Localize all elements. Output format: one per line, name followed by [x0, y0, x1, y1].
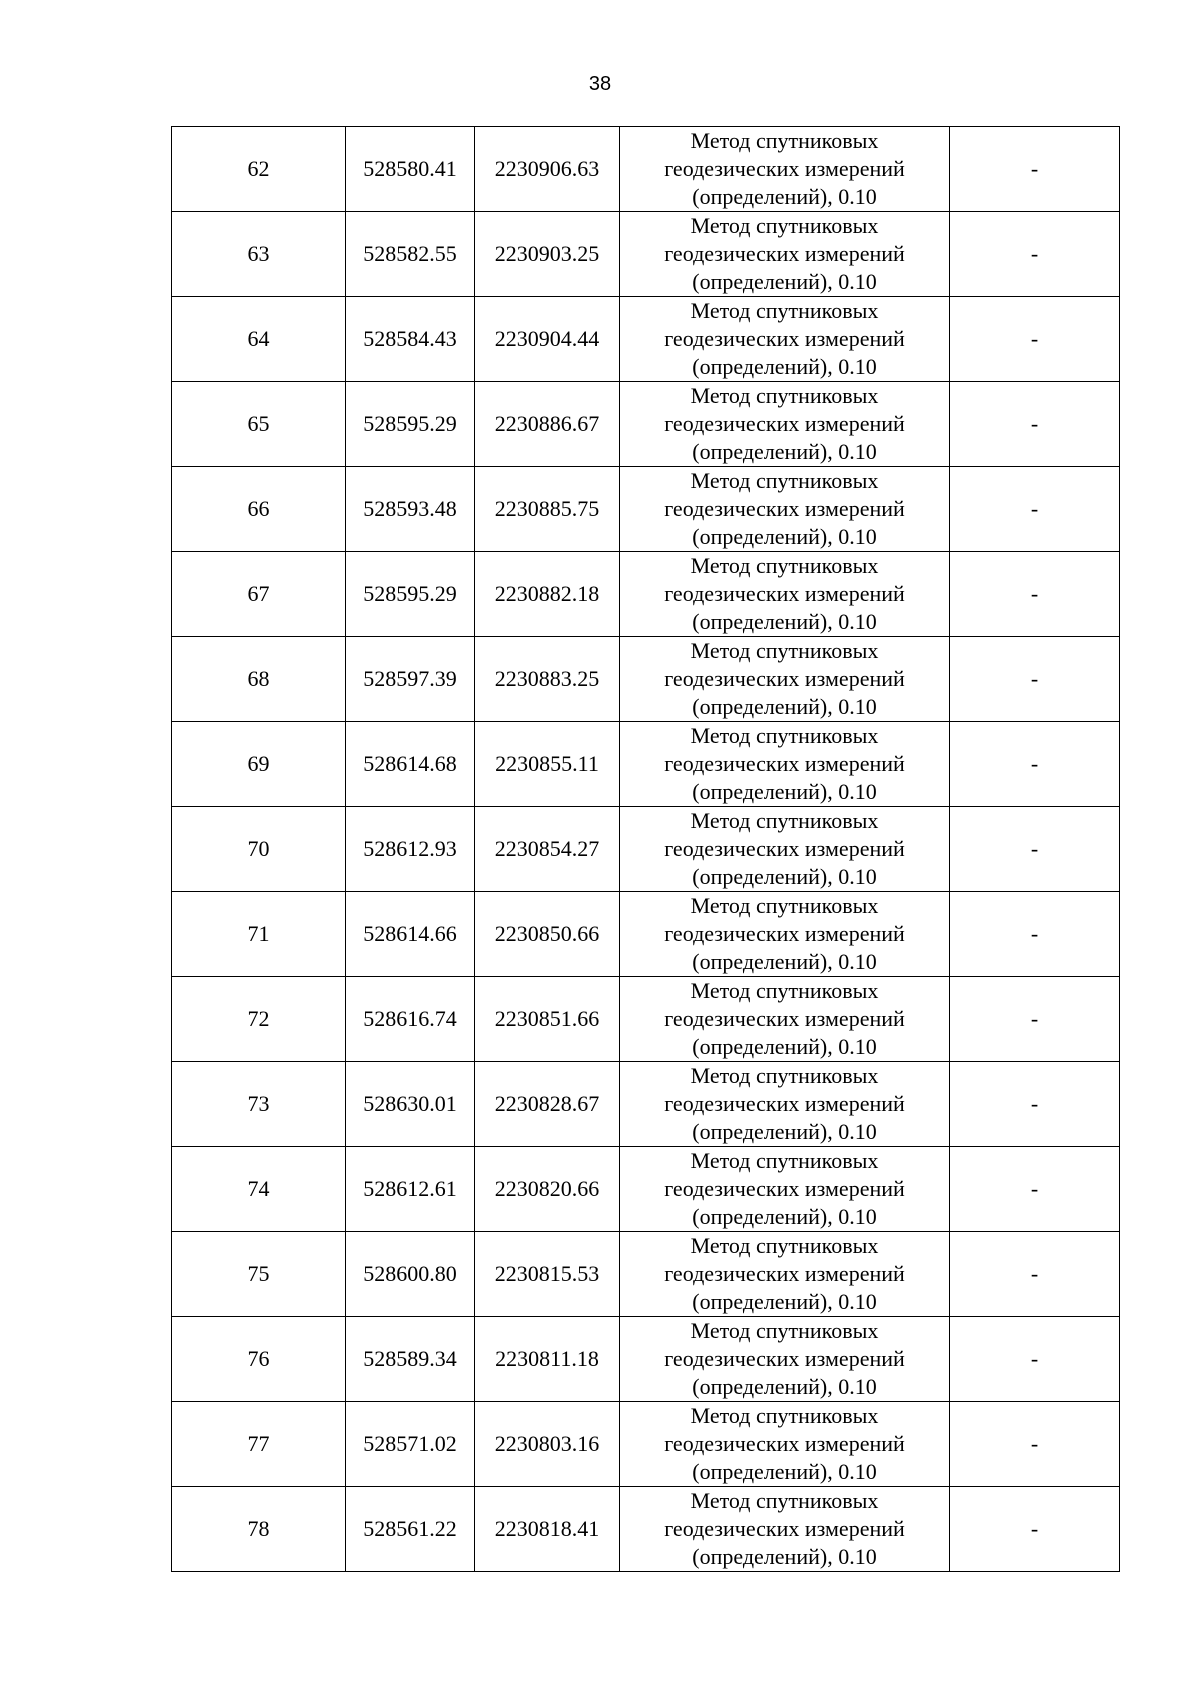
method-line-1: Метод спутниковых — [690, 1318, 879, 1343]
point-description: - — [1030, 156, 1039, 181]
y-coordinate: 2230882.18 — [494, 581, 600, 606]
method-cell — [620, 212, 950, 297]
point-number: 68 — [247, 666, 270, 691]
table-row — [172, 807, 1120, 892]
table-row — [172, 1147, 1120, 1232]
x-coordinate: 528612.93 — [363, 836, 457, 861]
method-line-1: Метод спутниковых — [690, 1148, 879, 1173]
point-number-cell — [172, 212, 346, 297]
y-coordinate: 2230904.44 — [494, 326, 600, 351]
y-coordinate-cell — [475, 722, 620, 807]
method-line-1: Метод спутниковых — [690, 383, 879, 408]
point-description: - — [1030, 666, 1039, 691]
y-coordinate-cell — [475, 1232, 620, 1317]
method-cell — [620, 1232, 950, 1317]
method-cell — [620, 552, 950, 637]
method-line-3: (определений), 0.10 — [692, 609, 877, 634]
y-coordinate: 2230811.18 — [495, 1346, 599, 1371]
method-line-1: Метод спутниковых — [690, 213, 879, 238]
y-coordinate-cell — [475, 552, 620, 637]
point-number-cell — [172, 637, 346, 722]
x-coordinate: 528630.01 — [363, 1091, 457, 1116]
table-row — [172, 297, 1120, 382]
method-line-2: геодезических измерений — [664, 326, 905, 351]
point-description: - — [1030, 326, 1039, 351]
point-description: - — [1030, 1006, 1039, 1031]
method-line-3: (определений), 0.10 — [692, 949, 877, 974]
point-description: - — [1030, 411, 1039, 436]
y-coordinate: 2230850.66 — [494, 921, 600, 946]
method-line-1: Метод спутниковых — [690, 723, 879, 748]
method-line-2: геодезических измерений — [664, 411, 905, 436]
method-line-1: Метод спутниковых — [690, 553, 879, 578]
method-line-2: геодезических измерений — [664, 1346, 905, 1371]
method-cell — [620, 1402, 950, 1487]
method-line-1: Метод спутниковых — [690, 893, 879, 918]
table-row — [172, 1487, 1120, 1572]
point-number: 78 — [247, 1516, 270, 1541]
point-description: - — [1030, 581, 1039, 606]
method-line-1: Метод спутниковых — [690, 1233, 879, 1258]
method-line-3: (определений), 0.10 — [692, 1374, 877, 1399]
description-cell — [950, 382, 1120, 467]
point-number: 76 — [247, 1346, 270, 1371]
point-number-cell — [172, 807, 346, 892]
point-number: 64 — [247, 326, 270, 351]
point-number: 75 — [247, 1261, 270, 1286]
table-row — [172, 467, 1120, 552]
method-line-2: геодезических измерений — [664, 1516, 905, 1541]
method-line-3: (определений), 0.10 — [692, 1034, 877, 1059]
x-coordinate-cell — [346, 127, 475, 212]
table-row — [172, 212, 1120, 297]
description-cell — [950, 1402, 1120, 1487]
method-line-2: геодезических измерений — [664, 666, 905, 691]
x-coordinate: 528616.74 — [363, 1006, 457, 1031]
x-coordinate: 528597.39 — [363, 666, 457, 691]
method-cell — [620, 722, 950, 807]
y-coordinate-cell — [475, 297, 620, 382]
table-row — [172, 977, 1120, 1062]
method-line-3: (определений), 0.10 — [692, 864, 877, 889]
y-coordinate: 2230883.25 — [494, 666, 600, 691]
x-coordinate: 528593.48 — [363, 496, 457, 521]
y-coordinate-cell — [475, 1402, 620, 1487]
method-line-3: (определений), 0.10 — [692, 184, 877, 209]
x-coordinate-cell — [346, 1147, 475, 1232]
method-cell — [620, 127, 950, 212]
method-line-2: геодезических измерений — [664, 1261, 905, 1286]
y-coordinate-cell — [475, 382, 620, 467]
method-line-2: геодезических измерений — [664, 751, 905, 776]
x-coordinate: 528571.02 — [363, 1431, 457, 1456]
y-coordinate: 2230855.11 — [495, 751, 599, 776]
description-cell — [950, 1062, 1120, 1147]
y-coordinate-cell — [475, 127, 620, 212]
table-row — [172, 1402, 1120, 1487]
point-description: - — [1030, 751, 1039, 776]
method-cell — [620, 1062, 950, 1147]
point-number-cell — [172, 1487, 346, 1572]
point-number: 66 — [247, 496, 270, 521]
y-coordinate: 2230903.25 — [494, 241, 600, 266]
method-line-3: (определений), 0.10 — [692, 269, 877, 294]
point-number-cell — [172, 722, 346, 807]
x-coordinate-cell — [346, 1062, 475, 1147]
method-line-3: (определений), 0.10 — [692, 779, 877, 804]
x-coordinate-cell — [346, 977, 475, 1062]
description-cell — [950, 637, 1120, 722]
method-line-1: Метод спутниковых — [690, 978, 879, 1003]
x-coordinate-cell — [346, 1317, 475, 1402]
method-line-2: геодезических измерений — [664, 156, 905, 181]
method-line-2: геодезических измерений — [664, 1091, 905, 1116]
x-coordinate-cell — [346, 807, 475, 892]
method-line-1: Метод спутниковых — [690, 128, 879, 153]
x-coordinate-cell — [346, 637, 475, 722]
y-coordinate-cell — [475, 1487, 620, 1572]
x-coordinate: 528614.68 — [363, 751, 457, 776]
x-coordinate: 528614.66 — [363, 921, 457, 946]
description-cell — [950, 892, 1120, 977]
y-coordinate: 2230885.75 — [494, 496, 600, 521]
description-cell — [950, 552, 1120, 637]
point-number-cell — [172, 1402, 346, 1487]
y-coordinate-cell — [475, 637, 620, 722]
y-coordinate-cell — [475, 1317, 620, 1402]
method-line-2: геодезических измерений — [664, 581, 905, 606]
description-cell — [950, 807, 1120, 892]
table-row — [172, 552, 1120, 637]
x-coordinate: 528595.29 — [363, 411, 457, 436]
table-row — [172, 637, 1120, 722]
x-coordinate: 528595.29 — [363, 581, 457, 606]
x-coordinate: 528600.80 — [363, 1261, 457, 1286]
y-coordinate: 2230886.67 — [494, 411, 600, 436]
point-description: - — [1030, 1261, 1039, 1286]
y-coordinate: 2230828.67 — [494, 1091, 600, 1116]
x-coordinate-cell — [346, 892, 475, 977]
method-line-3: (определений), 0.10 — [692, 1459, 877, 1484]
point-description: - — [1030, 921, 1039, 946]
point-number: 69 — [247, 751, 270, 776]
method-line-3: (определений), 0.10 — [692, 694, 877, 719]
point-number: 72 — [247, 1006, 270, 1031]
method-cell — [620, 807, 950, 892]
point-number: 62 — [247, 156, 270, 181]
method-line-1: Метод спутниковых — [690, 1403, 879, 1428]
method-cell — [620, 977, 950, 1062]
y-coordinate-cell — [475, 807, 620, 892]
x-coordinate-cell — [346, 1232, 475, 1317]
point-description: - — [1030, 1516, 1039, 1541]
description-cell — [950, 1317, 1120, 1402]
y-coordinate: 2230820.66 — [494, 1176, 600, 1201]
x-coordinate: 528582.55 — [363, 241, 457, 266]
x-coordinate-cell — [346, 212, 475, 297]
point-number-cell — [172, 382, 346, 467]
y-coordinate-cell — [475, 1147, 620, 1232]
point-description: - — [1030, 241, 1039, 266]
method-line-3: (определений), 0.10 — [692, 1204, 877, 1229]
method-cell — [620, 892, 950, 977]
point-description: - — [1030, 1176, 1039, 1201]
point-number-cell — [172, 1062, 346, 1147]
table-row — [172, 722, 1120, 807]
y-coordinate: 2230815.53 — [494, 1261, 600, 1286]
point-number-cell — [172, 1232, 346, 1317]
method-line-3: (определений), 0.10 — [692, 1289, 877, 1314]
coordinates-table — [171, 126, 1120, 1572]
table-row — [172, 1062, 1120, 1147]
description-cell — [950, 1487, 1120, 1572]
description-cell — [950, 467, 1120, 552]
y-coordinate-cell — [475, 1062, 620, 1147]
method-line-1: Метод спутниковых — [690, 1488, 879, 1513]
method-line-2: геодезических измерений — [664, 1431, 905, 1456]
point-number-cell — [172, 892, 346, 977]
y-coordinate-cell — [475, 892, 620, 977]
x-coordinate-cell — [346, 1402, 475, 1487]
description-cell — [950, 1147, 1120, 1232]
table-row — [172, 892, 1120, 977]
method-cell — [620, 382, 950, 467]
method-cell — [620, 1317, 950, 1402]
x-coordinate-cell — [346, 297, 475, 382]
description-cell — [950, 297, 1120, 382]
point-description: - — [1030, 496, 1039, 521]
table-row — [172, 127, 1120, 212]
method-line-2: геодезических измерений — [664, 496, 905, 521]
method-line-1: Метод спутниковых — [690, 298, 879, 323]
point-number: 71 — [247, 921, 270, 946]
x-coordinate-cell — [346, 382, 475, 467]
y-coordinate: 2230851.66 — [494, 1006, 600, 1031]
x-coordinate: 528612.61 — [363, 1176, 457, 1201]
method-line-1: Метод спутниковых — [690, 638, 879, 663]
method-line-2: геодезических измерений — [664, 836, 905, 861]
y-coordinate: 2230803.16 — [494, 1431, 600, 1456]
point-number: 74 — [247, 1176, 270, 1201]
method-line-3: (определений), 0.10 — [692, 439, 877, 464]
description-cell — [950, 722, 1120, 807]
method-line-3: (определений), 0.10 — [692, 1544, 877, 1569]
point-number: 65 — [247, 411, 270, 436]
y-coordinate-cell — [475, 977, 620, 1062]
point-number: 67 — [247, 581, 270, 606]
point-number: 77 — [247, 1431, 270, 1456]
method-line-2: геодезических измерений — [664, 1006, 905, 1031]
y-coordinate: 2230906.63 — [494, 156, 600, 181]
point-number-cell — [172, 1317, 346, 1402]
description-cell — [950, 212, 1120, 297]
method-line-1: Метод спутниковых — [690, 468, 879, 493]
method-line-3: (определений), 0.10 — [692, 1119, 877, 1144]
method-line-1: Метод спутниковых — [690, 1063, 879, 1088]
x-coordinate: 528584.43 — [363, 326, 457, 351]
point-number: 73 — [247, 1091, 270, 1116]
point-number-cell — [172, 1147, 346, 1232]
x-coordinate: 528589.34 — [363, 1346, 457, 1371]
point-number: 63 — [247, 241, 270, 266]
y-coordinate: 2230818.41 — [494, 1516, 600, 1541]
x-coordinate: 528561.22 — [363, 1516, 457, 1541]
page-number: 38 — [588, 73, 612, 95]
method-line-3: (определений), 0.10 — [692, 524, 877, 549]
y-coordinate-cell — [475, 212, 620, 297]
point-number: 70 — [247, 836, 270, 861]
method-cell — [620, 297, 950, 382]
method-line-1: Метод спутниковых — [690, 808, 879, 833]
point-number-cell — [172, 552, 346, 637]
method-line-2: геодезических измерений — [664, 241, 905, 266]
method-cell — [620, 1487, 950, 1572]
table-row — [172, 1232, 1120, 1317]
method-line-2: геодезических измерений — [664, 1176, 905, 1201]
table-row — [172, 1317, 1120, 1402]
point-number-cell — [172, 467, 346, 552]
x-coordinate-cell — [346, 467, 475, 552]
description-cell — [950, 977, 1120, 1062]
method-cell — [620, 467, 950, 552]
description-cell — [950, 127, 1120, 212]
point-description: - — [1030, 1346, 1039, 1371]
coordinates-table-body — [172, 127, 1120, 1572]
point-number-cell — [172, 977, 346, 1062]
y-coordinate-cell — [475, 467, 620, 552]
x-coordinate: 528580.41 — [363, 156, 457, 181]
description-cell — [950, 1232, 1120, 1317]
method-line-3: (определений), 0.10 — [692, 354, 877, 379]
x-coordinate-cell — [346, 722, 475, 807]
x-coordinate-cell — [346, 552, 475, 637]
x-coordinate-cell — [346, 1487, 475, 1572]
point-number-cell — [172, 297, 346, 382]
method-cell — [620, 637, 950, 722]
method-cell — [620, 1147, 950, 1232]
point-number-cell — [172, 127, 346, 212]
y-coordinate: 2230854.27 — [494, 836, 600, 861]
point-description: - — [1030, 1431, 1039, 1456]
table-row — [172, 382, 1120, 467]
point-description: - — [1030, 836, 1039, 861]
method-line-2: геодезических измерений — [664, 921, 905, 946]
point-description: - — [1030, 1091, 1039, 1116]
